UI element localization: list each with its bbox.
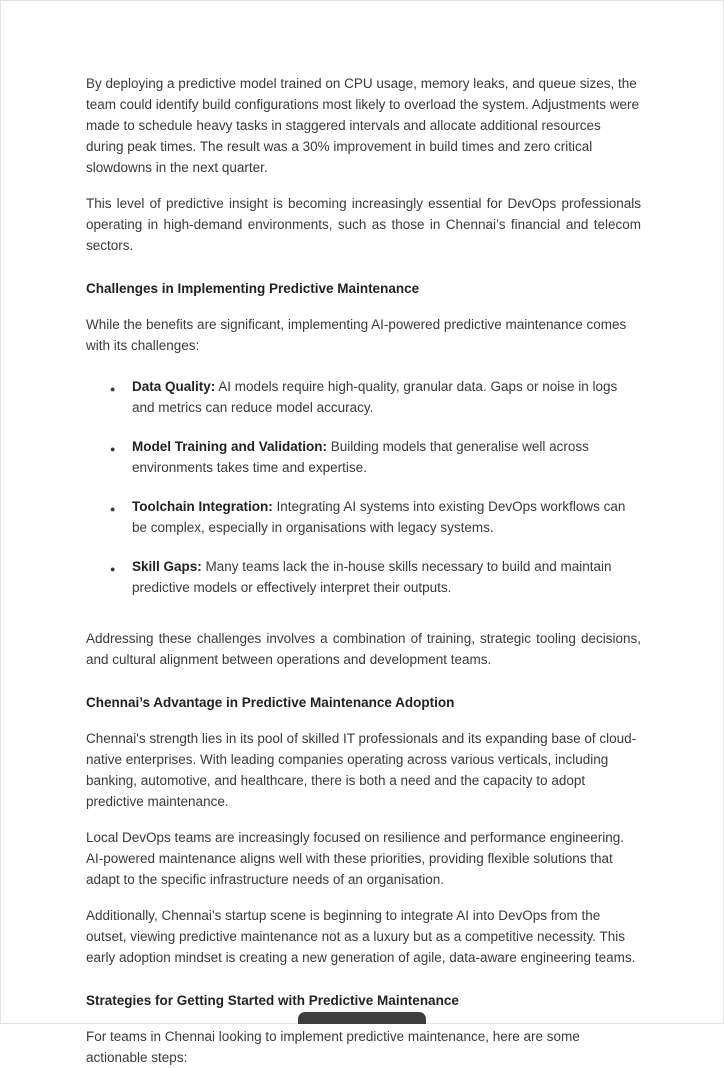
paragraph-advantage-3: Additionally, Chennai’s startup scene is beginning to integrate AI into DevOps from the outset, viewing predictive maintenance not as a luxury but as a competitive necessity. This early adoption mindset is creating a new generation of agile, data-aware engineering teams. [86,908,636,965]
paragraph-intro-1: By deploying a predictive model trained on CPU usage, memory leaks, and queue sizes, the team could identify build configurations most likely to overload the system. Adjustments were made to schedule heavy tasks in staggered intervals and allocate additional resources during peak times. The result was a 30% improvement in build times and zero critical slowdowns in the next quarter. [86,76,640,175]
heading-challenges: Challenges in Implementing Predictive Maintenance [86,281,420,296]
heading-strategies: Strategies for Getting Started with Predictive Maintenance [86,993,459,1008]
paragraph-strategies-intro: For teams in Chennai looking to implement predictive maintenance, here are some actionable steps: [86,1029,580,1065]
bullet-text: Building models that generalise well across environments takes time and expertise. [132,439,589,475]
list-item [86,436,641,478]
document-content [1,1,723,1068]
bullet-text: Integrating AI systems into existing DevOps workflows can be complex, especially in organisations with legacy systems. [132,499,626,535]
viewer-toolbar-handle[interactable] [298,1012,426,1024]
paragraph-challenges-outro: Addressing these challenges involves a combination of training, strategic tooling decisions, and cultural alignment between operations and development teams. [86,631,641,667]
list-item [86,376,641,418]
paragraph-advantage-2: Local DevOps teams are increasingly focused on resilience and performance engineering. AI-powered maintenance aligns well with these priorities, providing flexible solutions that adapt to the specific infrastructure needs of an organisation. [86,830,625,887]
bullet-text: Many teams lack the in-house skills necessary to build and maintain predictive models or effectively interpret their outputs. [132,559,612,595]
bullet-label: Data Quality: [132,379,216,394]
list-item [86,496,641,538]
bullet-icon: ● [110,504,116,514]
bullet-icon: ● [110,564,116,574]
bullet-label: Skill Gaps: [132,559,202,574]
paragraph-challenges-intro: While the benefits are significant, implementing AI-powered predictive maintenance comes with its challenges: [86,317,627,353]
bullet-icon: ● [110,384,116,394]
list-item [86,556,641,598]
paragraph-advantage-1: Chennai's strength lies in its pool of skilled IT professionals and its expanding base of cloud-native enterprises. With leading companies operating across various verticals, including banking, automotive, and healthcare, there is both a need and the capacity to adopt predictive maintenance. [86,731,637,809]
heading-chennai-advantage: Chennai’s Advantage in Predictive Maintenance Adoption [86,695,455,710]
challenges-bullet-list [86,376,641,598]
bullet-icon: ● [110,444,116,454]
bullet-label: Model Training and Validation: [132,439,328,454]
paragraph-intro-2: This level of predictive insight is becoming increasingly essential for DevOps professionals operating in high-demand environments, such as those in Chennai’s financial and telecom sectors. [86,196,641,253]
bullet-text: AI models require high-quality, granular data. Gaps or noise in logs and metrics can reduce model accuracy. [132,379,618,415]
bullet-label: Toolchain Integration: [132,499,273,514]
